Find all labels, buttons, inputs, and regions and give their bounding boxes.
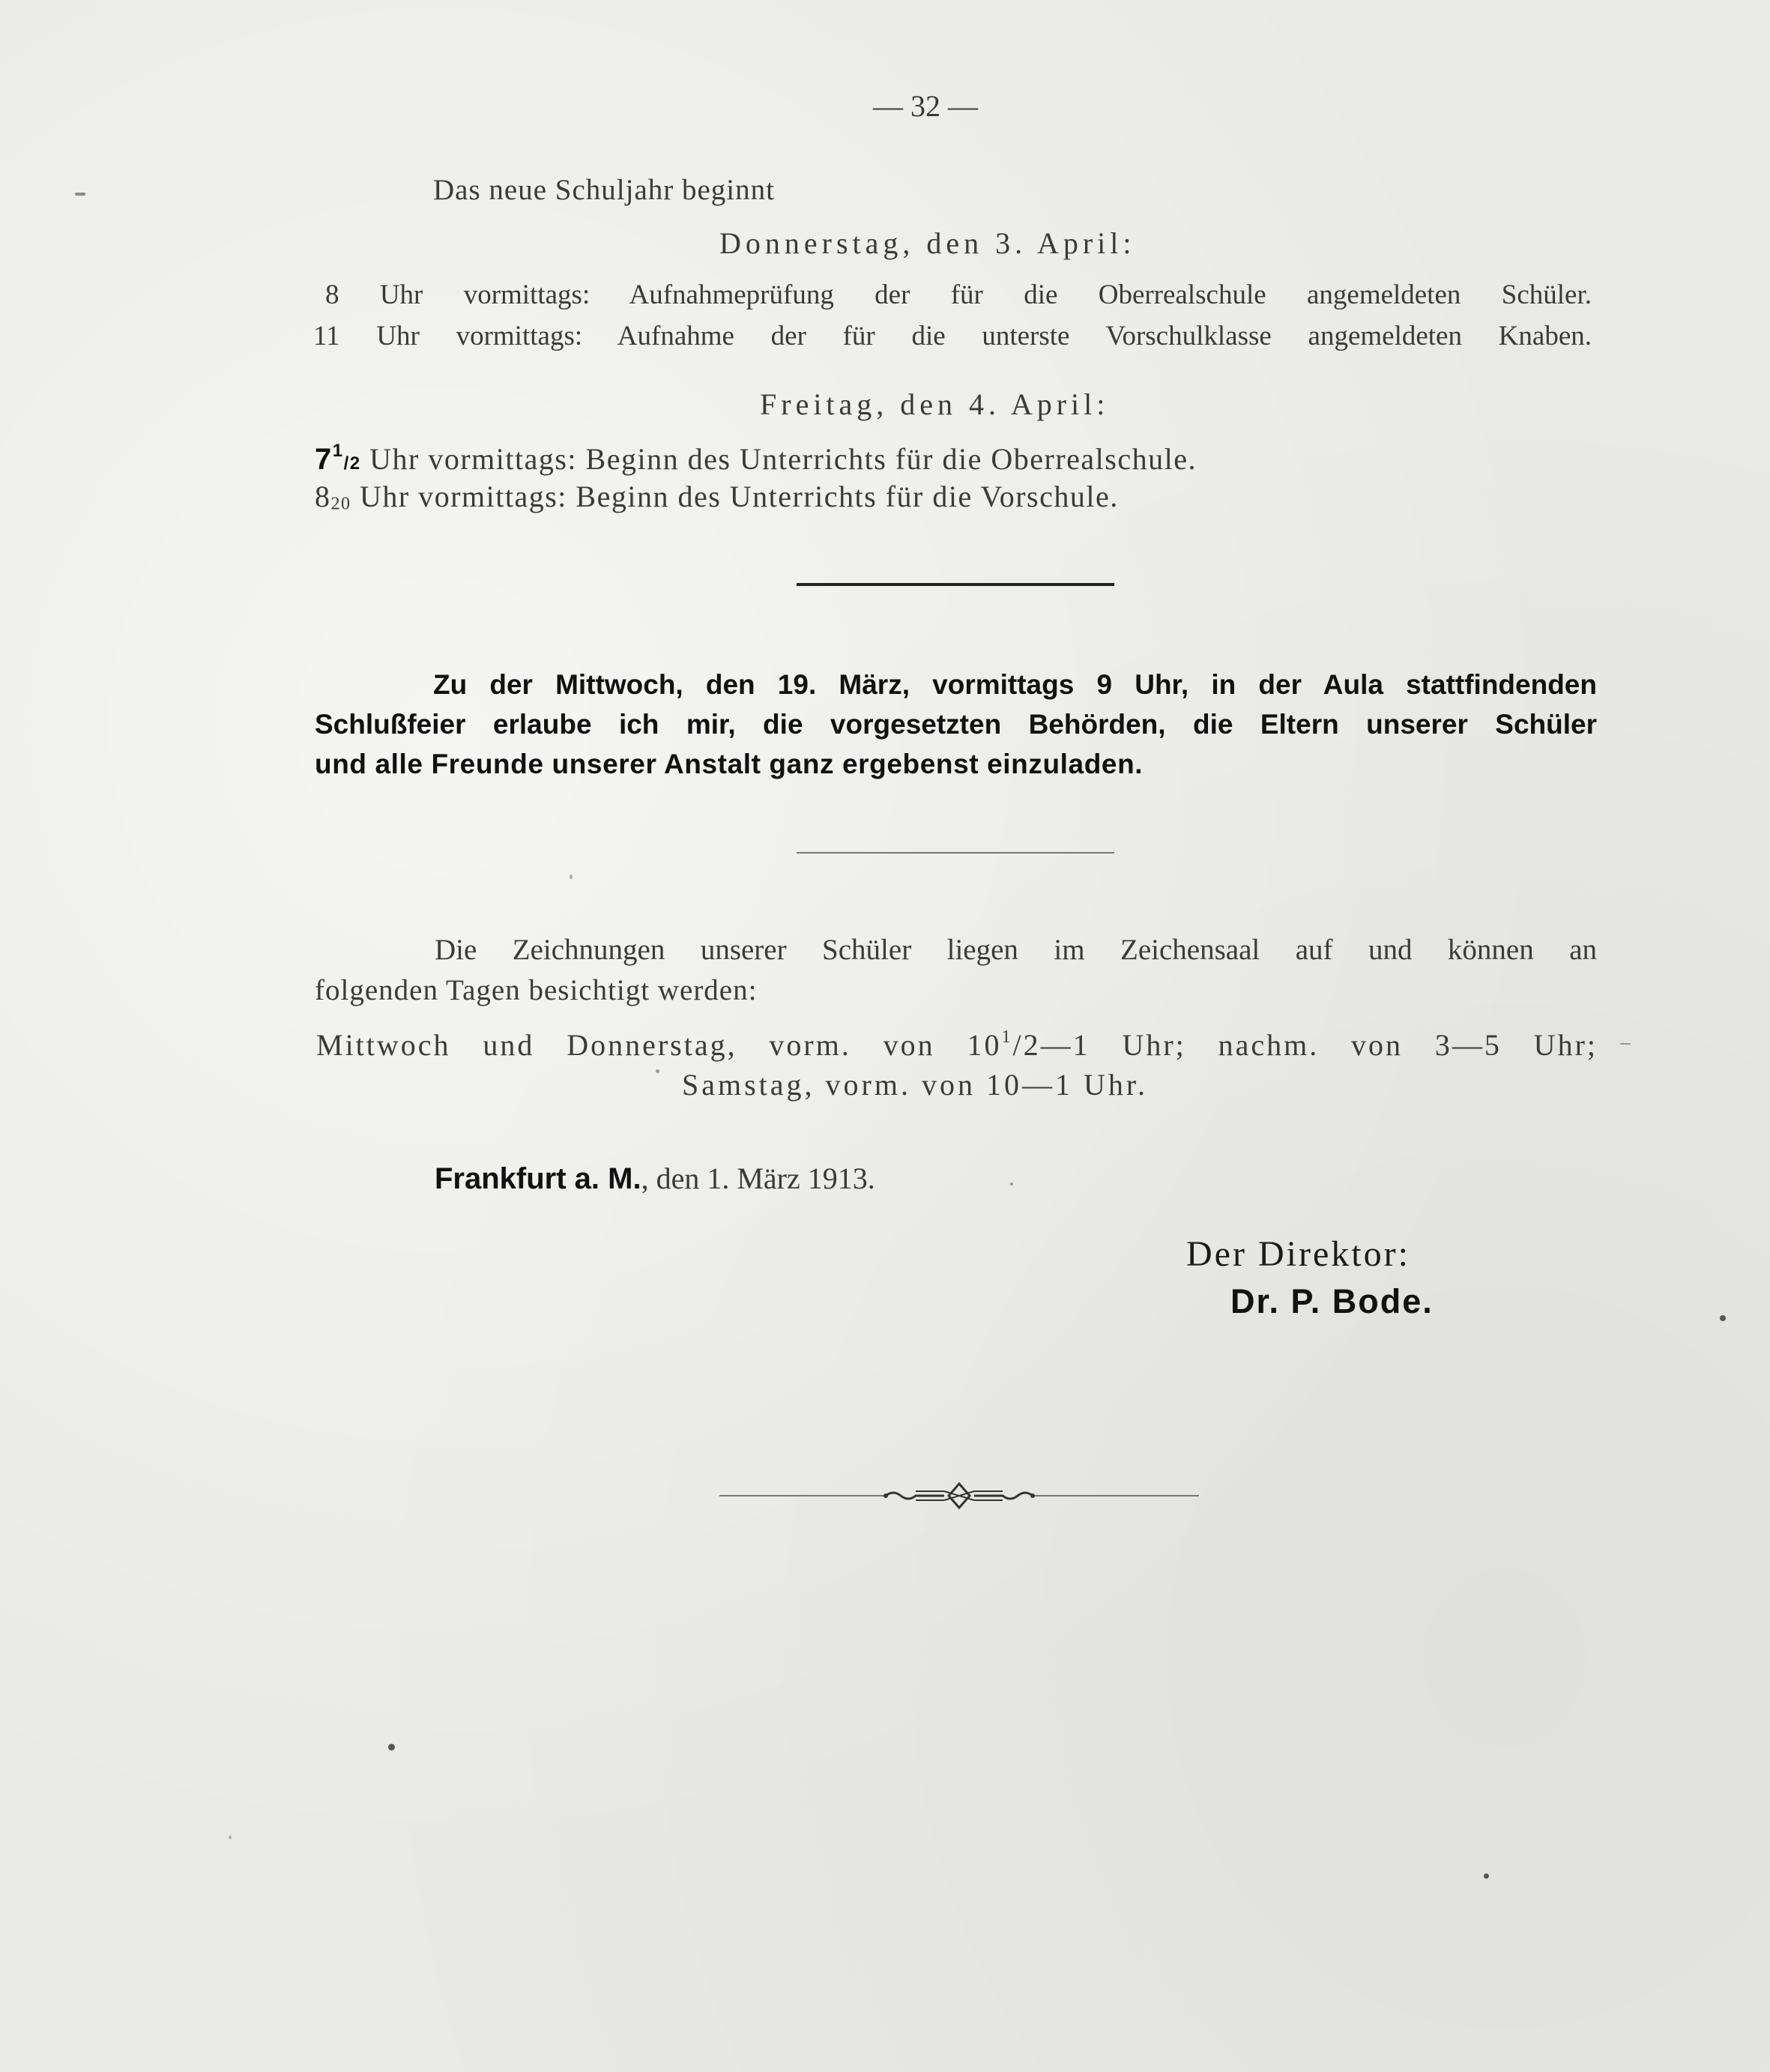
scan-speck bbox=[1620, 1043, 1631, 1045]
scan-speck bbox=[1720, 1315, 1726, 1321]
scan-speck bbox=[1484, 1873, 1489, 1879]
day1-entry-2: 11 Uhr vormittags: Aufnahme der für die unterste Vorschulklasse angemeldeten Knaben. bbox=[313, 321, 1592, 351]
day2-entry-2-time: 820 bbox=[315, 480, 351, 514]
date-text: , den 1. März 1913. bbox=[641, 1162, 875, 1195]
day2-entry-2 bbox=[315, 482, 1119, 513]
day2-entry-1-text: Uhr vormittags: Beginn des Unterrichts für die Oberrealschule. bbox=[360, 441, 1197, 476]
date-line bbox=[435, 1164, 875, 1194]
day2-entry-1-time: $7^1/2$ bbox=[315, 441, 361, 476]
page-number: — 32 — bbox=[873, 89, 978, 123]
section-divider-thin bbox=[797, 852, 1114, 854]
drawings-schedule-2: Samstag, vorm. von 10—1 Uhr. bbox=[682, 1068, 1148, 1102]
day2-entry-2-text: Uhr vormittags: Beginn des Unterrichts für die Vorschule. bbox=[351, 480, 1119, 513]
date-place: Frankfurt a. M. bbox=[435, 1162, 641, 1195]
day2-heading: Freitag, den 4. April: bbox=[760, 387, 1110, 421]
signature-title: Der Direktor: bbox=[1186, 1234, 1410, 1274]
day2-entry-1 bbox=[315, 442, 1197, 474]
section-divider-thick bbox=[797, 583, 1114, 586]
day1-entry-1: 8 Uhr vormittags: Aufnahmeprüfung der für die Oberrealschule angemeldeten Schüler. bbox=[325, 280, 1592, 310]
scan-speck bbox=[1010, 1183, 1013, 1185]
scan-speck bbox=[229, 1836, 232, 1839]
ornament-divider bbox=[719, 1481, 1199, 1511]
signature-name: Dr. P. Bode. bbox=[1230, 1282, 1434, 1320]
invitation-line-1: Zu der Mittwoch, den 19. März, vormittags 9 Uhr, in der Aula stattfindenden bbox=[433, 669, 1597, 700]
scan-speck bbox=[388, 1744, 395, 1751]
invitation-line-3: und alle Freunde unserer Anstalt ganz ergebenst einzuladen. bbox=[315, 749, 1144, 779]
drawings-line-2: folgenden Tagen besichtigt werden: bbox=[315, 974, 758, 1006]
school-year-intro: Das neue Schuljahr beginnt bbox=[433, 174, 775, 206]
scan-speck bbox=[570, 875, 573, 879]
scan-speck bbox=[75, 193, 85, 196]
day1-heading: Donnerstag, den 3. April: bbox=[719, 226, 1136, 260]
invitation-line-2: Schlußfeier erlaube ich mir, die vorgesetzten Behörden, die Eltern unserer Schüler bbox=[315, 709, 1597, 740]
drawings-schedule-1: Mittwoch und Donnerstag, vorm. von $10^1/2—1$ Uhr; nachm. von 3—5 Uhr; bbox=[316, 1027, 1598, 1062]
drawings-line-1: Die Zeichnungen unserer Schüler liegen im Zeichensaal auf und können an bbox=[435, 934, 1597, 966]
scan-speck bbox=[656, 1069, 659, 1073]
